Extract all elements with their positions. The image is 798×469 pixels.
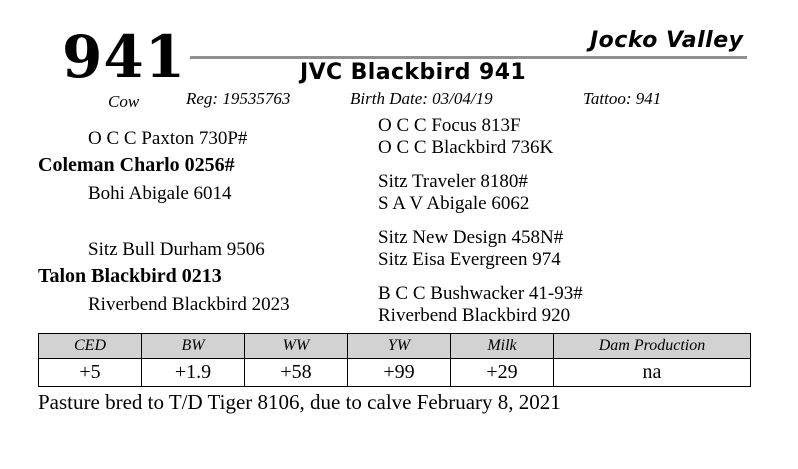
registration-number: Reg: 19535763	[186, 89, 291, 108]
dam: Talon Blackbird 0213	[38, 265, 222, 287]
epd-value-row	[39, 359, 751, 387]
ds-dam: Sitz Eisa Evergreen 974	[378, 249, 561, 270]
sex-label: Cow	[108, 92, 140, 111]
ss-dam: O C C Blackbird 736K	[378, 137, 554, 158]
epd-header-dam-production: Dam Production	[554, 334, 751, 359]
epd-value-dam-production: na	[554, 359, 751, 387]
birth-date: Birth Date: 03/04/19	[350, 89, 493, 108]
sire-sire: O C C Paxton 730P#	[88, 128, 248, 149]
animal-name: JVC Blackbird 941	[300, 60, 527, 85]
sire-dam: Bohi Abigale 6014	[88, 183, 232, 204]
sd-dam: S A V Abigale 6062	[378, 193, 530, 214]
epd-value-bw: +1.9	[142, 359, 245, 387]
epd-header-row	[39, 334, 751, 359]
breeding-note: Pasture bred to T/D Tiger 8106, due to calve February 8, 2021	[38, 390, 561, 414]
sd-sire: Sitz Traveler 8180#	[378, 171, 528, 192]
ss-sire: O C C Focus 813F	[378, 115, 521, 136]
tattoo: Tattoo: 941	[583, 89, 662, 108]
epd-value-yw: +99	[348, 359, 451, 387]
ds-sire: Sitz New Design 458N#	[378, 227, 564, 248]
epd-header-ced: CED	[39, 334, 142, 359]
dd-dam: Riverbend Blackbird 920	[378, 305, 571, 326]
epd-header-ww: WW	[245, 334, 348, 359]
dam-dam: Riverbend Blackbird 2023	[88, 294, 290, 315]
epd-header-yw: YW	[348, 334, 451, 359]
farm-name: Jocko Valley	[590, 28, 744, 53]
dd-sire: B C C Bushwacker 41-93#	[378, 283, 583, 304]
sire: Coleman Charlo 0256#	[38, 154, 235, 176]
epd-header-bw: BW	[142, 334, 245, 359]
epd-header-milk: Milk	[451, 334, 554, 359]
epd-value-ced: +5	[39, 359, 142, 387]
dam-sire: Sitz Bull Durham 9506	[88, 239, 265, 260]
epd-value-ww: +58	[245, 359, 348, 387]
lot-number: 941	[62, 23, 187, 91]
epd-table	[38, 333, 751, 387]
header-rule	[190, 56, 747, 59]
epd-value-milk: +29	[451, 359, 554, 387]
